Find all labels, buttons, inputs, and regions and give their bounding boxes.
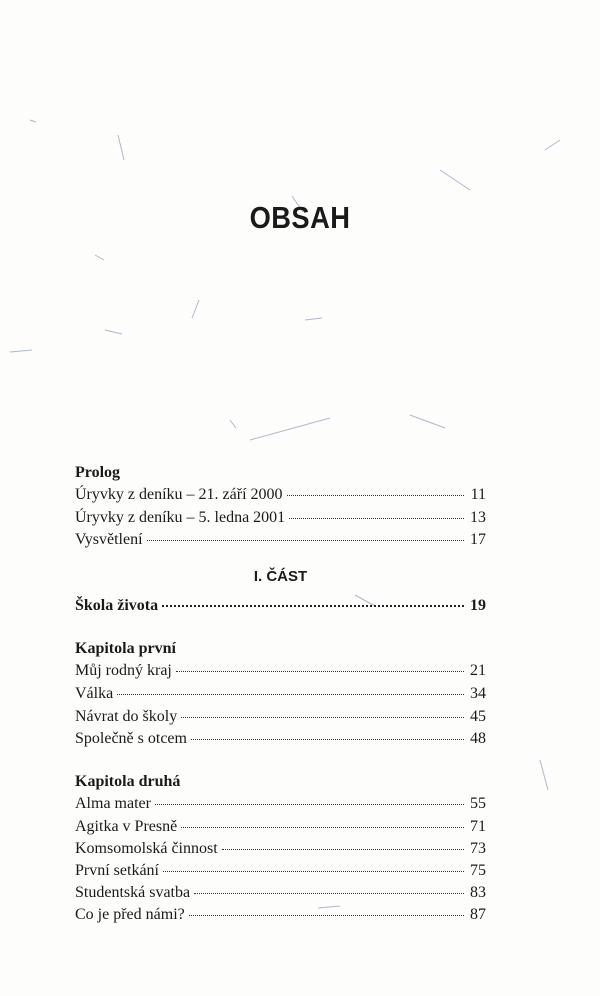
toc-entry-page: 73 bbox=[470, 840, 486, 857]
toc-entry-label: Návrat do školy bbox=[75, 708, 178, 725]
dot-leader bbox=[181, 717, 464, 718]
toc-entry bbox=[75, 794, 486, 814]
toc-entry-page: 11 bbox=[470, 486, 486, 503]
toc-entry-page: 19 bbox=[470, 597, 486, 614]
dot-leader bbox=[194, 893, 464, 894]
toc-entry-page: 13 bbox=[470, 509, 486, 526]
toc-entry bbox=[75, 530, 486, 550]
toc-entry-label: Můj rodný kraj bbox=[75, 662, 172, 679]
dot-leader bbox=[222, 849, 464, 850]
toc-entry-page: 75 bbox=[470, 862, 486, 879]
dot-leader bbox=[155, 804, 464, 805]
dot-leader bbox=[162, 605, 464, 607]
toc-entry-label: První setkání bbox=[75, 862, 159, 879]
dot-leader bbox=[189, 915, 464, 916]
dot-leader bbox=[117, 694, 464, 695]
dot-leader bbox=[287, 495, 464, 496]
toc-entry-label: Společně s otcem bbox=[75, 730, 187, 747]
section-heading-chapter1: Kapitola první bbox=[75, 640, 176, 657]
toc-entry bbox=[75, 839, 486, 859]
toc-entry bbox=[75, 661, 486, 681]
dot-leader bbox=[181, 827, 464, 828]
toc-entry-label: Úryvky z deníku – 21. září 2000 bbox=[75, 486, 283, 503]
toc-entry bbox=[75, 817, 486, 837]
toc-entry-page: 17 bbox=[470, 531, 486, 548]
dot-leader bbox=[191, 739, 464, 740]
toc-entry-page: 55 bbox=[470, 795, 486, 812]
toc-entry bbox=[75, 861, 486, 881]
toc-entry-label: Komsomolská činnost bbox=[75, 840, 218, 857]
toc-entry-label: Škola života bbox=[75, 597, 159, 614]
part-heading: I. ČÁST bbox=[253, 568, 308, 585]
dot-leader bbox=[176, 671, 464, 672]
toc-entry-label: Alma mater bbox=[75, 795, 151, 812]
toc-entry-page: 87 bbox=[470, 906, 486, 923]
toc-entry bbox=[75, 905, 486, 925]
toc-entry bbox=[75, 485, 486, 505]
toc-part-entry bbox=[75, 596, 486, 616]
toc-entry-page: 71 bbox=[470, 818, 486, 835]
toc-entry-page: 21 bbox=[470, 662, 486, 679]
toc-entry bbox=[75, 684, 486, 704]
toc-entry-label: Co je před námi? bbox=[75, 906, 185, 923]
toc-entry bbox=[75, 883, 486, 903]
toc-entry-label: Vysvětlení bbox=[75, 531, 143, 548]
dot-leader bbox=[289, 518, 464, 519]
toc-entry bbox=[75, 707, 486, 727]
toc-entry-page: 34 bbox=[470, 685, 486, 702]
toc-entry bbox=[75, 729, 486, 749]
toc-entry-label: Úryvky z deníku – 5. ledna 2001 bbox=[75, 509, 286, 526]
section-heading-prolog: Prolog bbox=[75, 464, 121, 481]
toc-entry-label: Agitka v Presně bbox=[75, 818, 178, 835]
page-title: OBSAH bbox=[249, 200, 351, 235]
toc-entry-page: 83 bbox=[470, 884, 486, 901]
toc-entry-label: Válka bbox=[75, 685, 114, 702]
section-heading-chapter2: Kapitola druhá bbox=[75, 773, 181, 790]
toc-entry-page: 48 bbox=[470, 730, 486, 747]
toc-entry-page: 45 bbox=[470, 708, 486, 725]
dot-leader bbox=[147, 540, 464, 541]
toc-entry-label: Studentská svatba bbox=[75, 884, 191, 901]
dot-leader bbox=[163, 871, 464, 872]
toc-entry bbox=[75, 508, 486, 528]
